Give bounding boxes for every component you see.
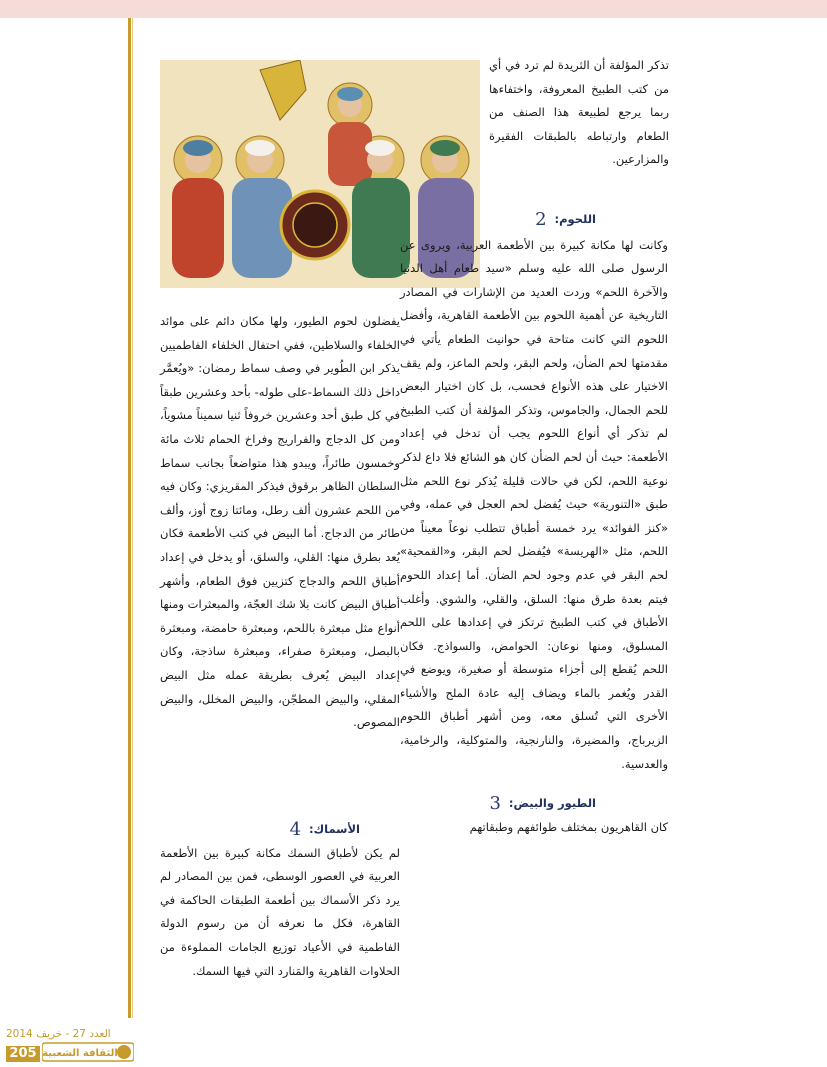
text-column-right-top [489,54,669,172]
section-4-number: 4 [289,819,302,840]
paragraph-birds-eggs: يفضلون لحوم الطيور، ولها مكان دائم على موائد الخلفاء والسلاطين، ففي احتفال الخلفاء الفاطميين يذكر ابن الطُوير في وصف سماط رمضان: «ويُعمَّر داخل ذلك السماط-على طوله- بأحد وعشرين طبقاً في كل طبق أحد وعشرين خروفاً ثنيا سميناً مشوياً، ومن كل الدجاج والفراريج وفراخ الحمام ثلاث مائة وخمسون طائراً، ويبدو هذا متواضعاً بجانب سماط السلطان الظاهر برقوق فيذكر المقريزي: وكان فيه من اللحم عشرون ألف رطل، ومائتا زوج أوز، وألف طائر من الدجاج. أما البيض في كتب الأطعمة فكان يُعد بطرق منها: القلي، والسلق، أو يدخل في إعداد أطباق اللحم والدجاج كتزيين فوق الطعام، وأشهر أطباق البيض كانت بلا شك العجّة، والمبعثرات ومنها أنواع مثل مبعثرة باللحم، ومبعثرة حامضة، ومبعثرة بالبصل، ومبعثرة صفراء، ومبعثرة ساذجة، وكان إعداد البيض يُعرف بطريقة عمله مثل البيض المقلي، والبيض المطجّن، والبيض المخلل، والبيض المصوص. [160,314,400,730]
section-2-heading [400,208,668,232]
logo-graphic [42,1041,134,1063]
text-column-left [160,310,400,735]
paragraph-fish: لم يكن لأطباق السمك مكانة كبيرة بين الأطعمة العربية في العصور الوسطى، فمن بين المصادر لم يرد ذكر الأسماك بين أطعمة الطبقات الحاكمة في القاهرة، فكل ما نعرفه أن من رسوم الدولة الفاطمية في الأعياد توزيع الجامات المملوءة من الحلاوات القاهرية والمَنارد التي فيها السمك. [160,845,400,978]
section-4-heading [160,818,400,842]
section-2-title: اللحوم: [554,212,596,226]
section-3-number: 3 [489,793,501,815]
section-3-heading [400,792,668,816]
gold-vertical-rule-thin [132,18,133,1018]
issue-label: العدد 27 - خريف 2014 [6,1028,111,1040]
top-band [0,0,827,18]
paragraph-birds-start: كان القاهريون بمختلف طوائفهم وطبقاتهم [469,819,668,834]
section-3-title: الطيور والبيض: [508,796,596,811]
magazine-logo [42,1041,134,1063]
left-margin [0,18,138,1063]
paragraph-meats: وكانت لها مكانة كبيرة بين الأطعمة العربية، ويروى عن الرسول صلى الله عليه وسلم «سيد طعام أهل الدنيا والآخرة اللحم» وردت العديد من الإشارات في المصادر التاريخية عن أهمية اللحوم بين الأطعمة القاهرية، وأفضل اللحوم التي كانت متاحة في حوانيت الطعام يأتي في مقدمتها لحم الضأن، ولحم البقر، ولحم الماعز، ولم يقف الاختيار على هذه الأنواع فحسب، بل كان اختيار البعض للحم الجمال، والجاموس، وتذكر المؤلفة أن كتب الطبيخ لم تذكر أي أنواع اللحوم يجب أن تدخل في إعداد الأطعمة: حيث أن لحم الضأن كان هو الشائع فلا داع لذكر نوعية اللحم، لكن في حالات قليلة يُذكر نوع اللحم مثل طبق «التنورية» حيث يُفضل لحم العجل في عمله، وفي «كنز الفوائد» يرد خمسة أطباق تتطلب نوعاً معيناً من اللحم، مثل «الهريسة» فيُفضل لحم البقر، و«القمحية» لحم البقر في عدم وجود لحم الضأن. أما إعداد اللحوم فيتم بعدة طرق منها: السلق، والقلي، والشوي. وأغلب الأطباق في كتب الطبيخ ترتكز في إعدادها على اللحم المسلوق، ومنها نوعان: الحوامض، والسواذج. فكان اللحم يُقطع إلى أجزاء متوسطة أو صغيرة، ويوضع في القدر ويُغمر بالماء ويضاف إليه عادة الملح والأشياء الأخرى التي تُسلق معه، ومن أشهر أطباق اللحوم الزيرباج، والمضيرة، والنارنجية، والمتوكلية، والرخامية، والعدسية. [400,237,668,771]
paragraph-tharida: تذكر المؤلفة أن الثريدة لم ترد في أي من كتب الطبيخ المعروفة، واختفاءها ربما يرجع لطبيعة هذا الصنف من الطعام وارتباطه بالطبقات الفقيرة والمزارعين. [489,58,669,167]
text-column-left-fish [160,818,400,983]
section-4-title: الأسماك: [309,822,360,836]
text-column-right [400,208,668,839]
section-2-number: 2 [535,209,547,230]
gold-vertical-rule [128,18,131,1018]
logo-text: الثقافة الشعبية [42,1048,118,1059]
page-number: 205 [6,1046,40,1062]
